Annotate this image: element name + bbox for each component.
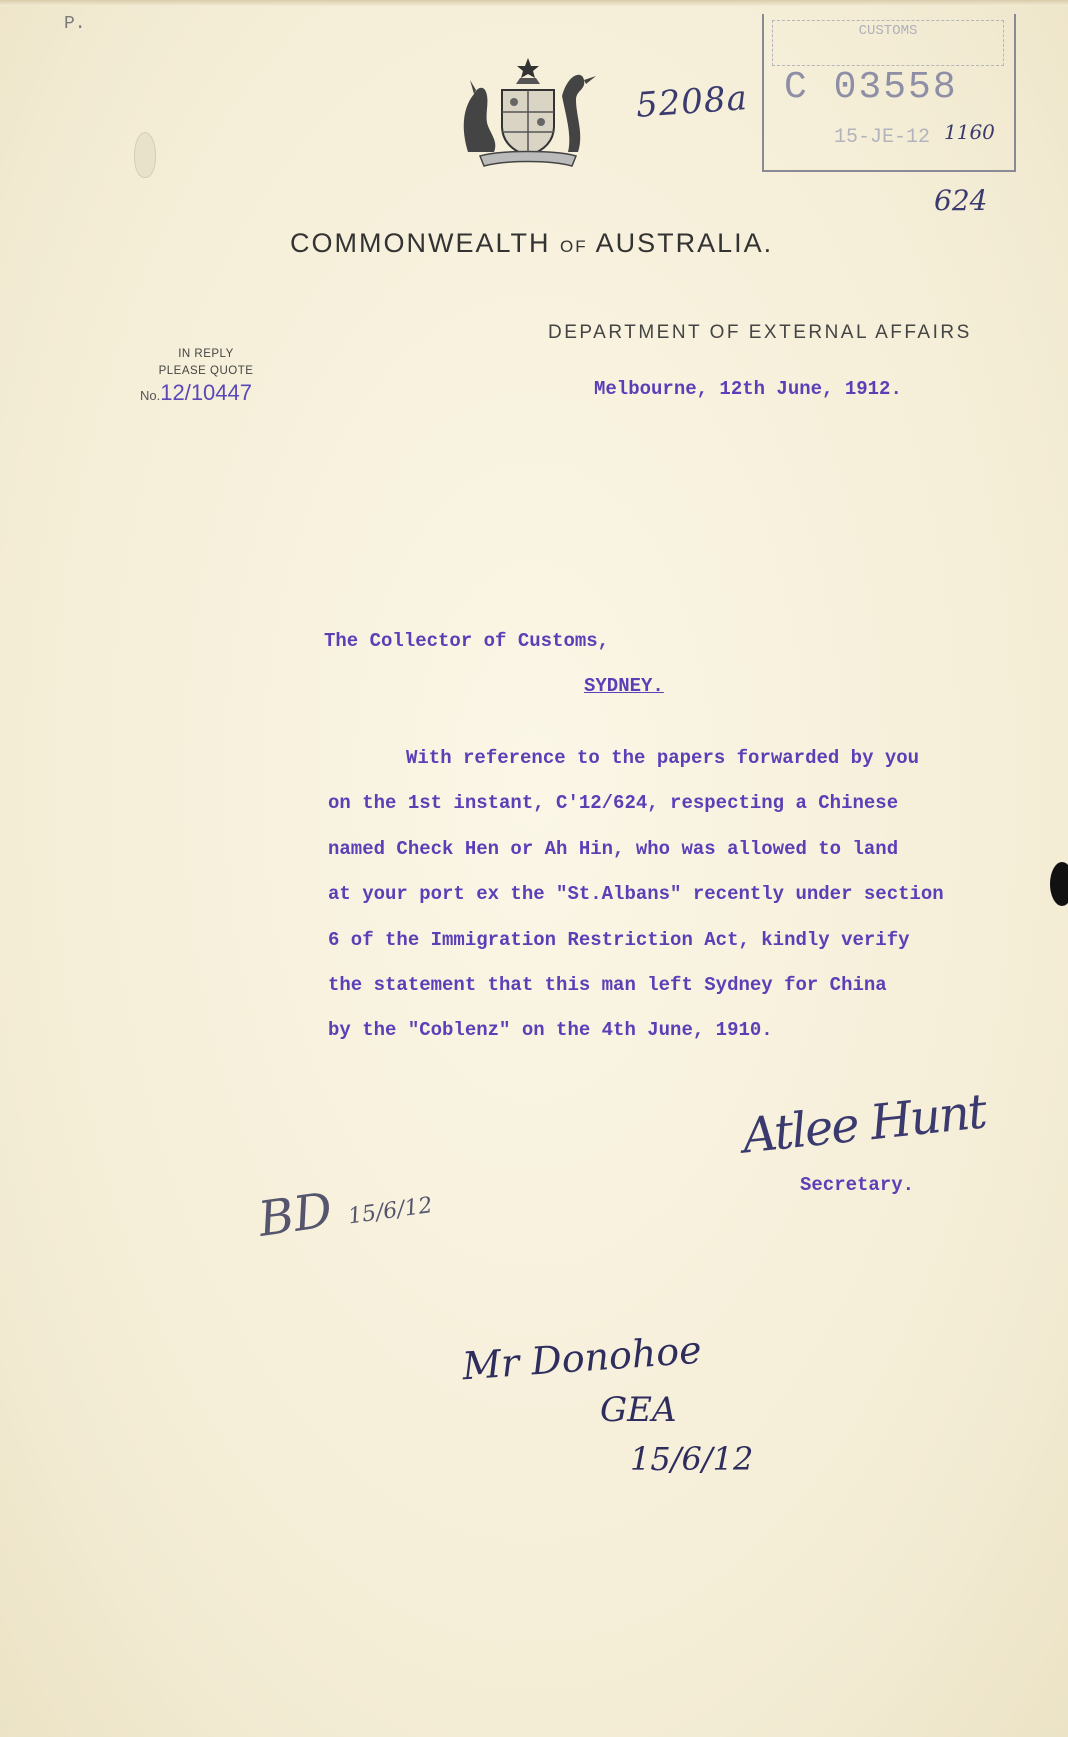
letter-addressee: The Collector of Customs, <box>324 630 610 652</box>
punch-hole <box>134 132 156 178</box>
body-line: With reference to the papers forwarded by you <box>406 747 920 769</box>
letterhead-of: OF <box>560 237 588 256</box>
body-line: 6 of the Immigration Restriction Act, kindly verify <box>328 928 910 951</box>
letterhead-australia: AUSTRALIA. <box>595 228 774 258</box>
reply-no-label: No. <box>140 388 161 403</box>
reply-reference-number <box>140 380 252 406</box>
handwritten-reference: 5208a <box>634 78 750 126</box>
department-name: DEPARTMENT OF EXTERNAL AFFAIRS <box>548 322 972 343</box>
signature: Atlee Hunt <box>739 1083 988 1165</box>
reply-instruction <box>146 346 266 380</box>
reply-line-1: IN REPLY <box>178 348 234 360</box>
letterhead-commonwealth: COMMONWEALTH <box>290 228 551 258</box>
body-line: by the "Coblenz" on the 4th June, 1910. <box>328 1019 773 1042</box>
page-top-edge <box>0 0 1068 6</box>
corner-mark: P. <box>64 14 86 34</box>
handwritten-subnumber: 624 <box>934 184 988 217</box>
customs-stamp <box>762 14 1016 172</box>
initials-text: BD <box>254 1182 336 1248</box>
handwritten-note-line-2: GEA <box>600 1390 677 1430</box>
body-line: on the 1st instant, C'12/624, respecting a Chinese <box>328 792 899 815</box>
stamp-handwritten-number: 1160 <box>944 120 995 144</box>
body-line: named Check Hen or Ah Hin, who was allowed to land <box>328 837 899 860</box>
stamp-header: CUSTOMS <box>772 20 1004 66</box>
body-line: at your port ex the "St.Albans" recently under section <box>328 883 944 906</box>
stamp-date: 15-JE-12 <box>834 126 931 149</box>
reply-line-2: PLEASE QUOTE <box>158 365 254 377</box>
letter-dateline: Melbourne, 12th June, 1912. <box>594 378 902 400</box>
letterhead-title <box>290 228 773 259</box>
handwritten-note-line-3: 15/6/12 <box>630 1440 754 1478</box>
initials-date: 15/6/12 <box>346 1192 435 1230</box>
handwritten-note-line-1: Mr Donohoe <box>460 1327 703 1389</box>
ink-blot <box>1050 862 1068 906</box>
letter-body <box>328 744 1048 1062</box>
coat-of-arms-icon <box>450 56 606 172</box>
reply-no-value: 12/10447 <box>160 380 252 405</box>
stamp-number: C 03558 <box>784 66 958 109</box>
signature-title: Secretary. <box>800 1174 915 1196</box>
letter-city: SYDNEY. <box>584 675 664 697</box>
body-line: the statement that this man left Sydney for China <box>328 973 887 996</box>
handwritten-initials <box>255 1168 435 1248</box>
